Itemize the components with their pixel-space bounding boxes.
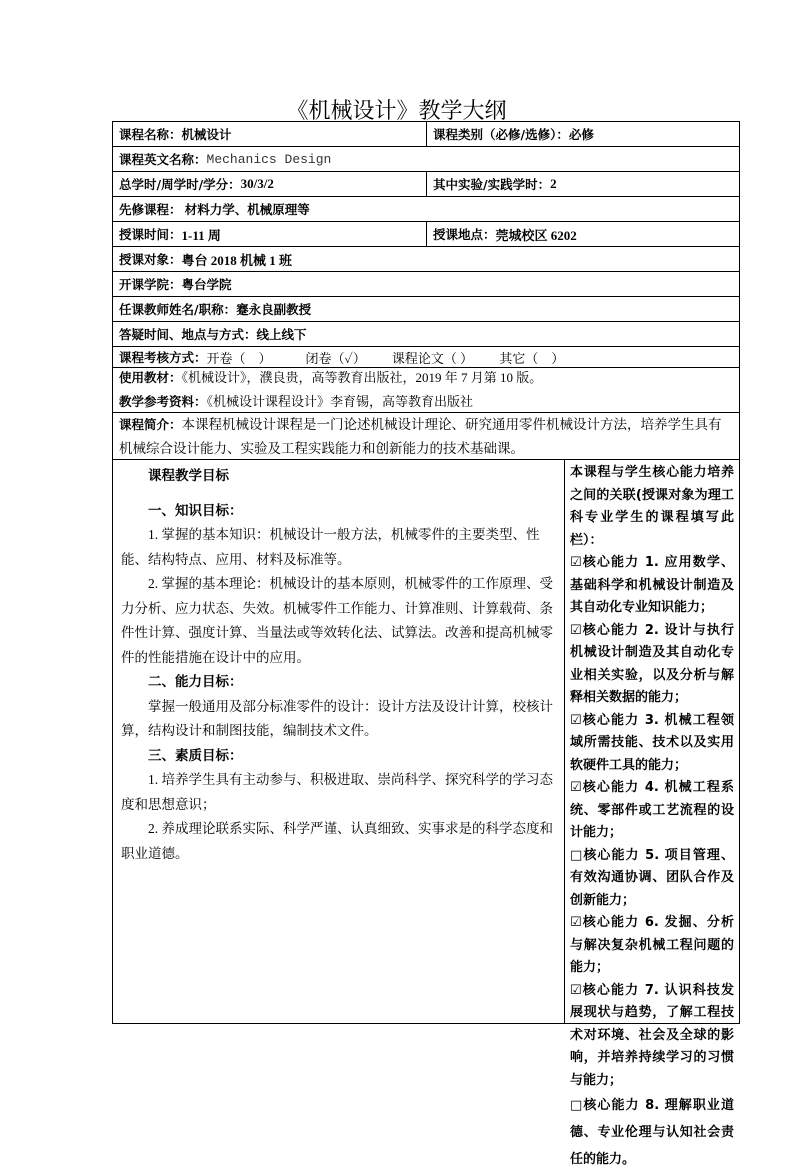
label: 开课学院： xyxy=(119,277,182,292)
quality-item: 1. 培养学生具有主动参与、积极进取、崇尚科学、探究科学的学习态度和思想意识； xyxy=(121,772,553,812)
time-cell xyxy=(113,222,427,246)
core-text: 核心能力 6. 发掘、分析与解决复杂机械工程问题的能力； xyxy=(570,915,734,975)
core-text: 核心能力 5. 项目管理、有效沟通协调、团队合作及创新能力； xyxy=(570,847,734,908)
english-name: Mechanics Design xyxy=(206,151,332,167)
audience-cell xyxy=(113,247,739,271)
materials-cell xyxy=(113,368,739,412)
reference: 《机械设计课程设计》李育锡，高等教育出版社 xyxy=(206,394,474,409)
core-text: 核心能力 1. 应用数学、基础科学和机械设计制造及其自动化专业知识能力； xyxy=(570,555,734,615)
teacher-cell xyxy=(113,297,739,321)
core-abilities-cell xyxy=(565,460,739,1167)
exam-cell xyxy=(113,347,739,367)
objectives-heading: 课程教学目标 xyxy=(148,468,229,484)
intro-cell xyxy=(113,413,739,459)
label: 答疑时间、地点与方式： xyxy=(119,327,257,342)
course-name: 机械设计 xyxy=(181,127,232,142)
checkbox-icon: ☑ xyxy=(570,982,582,998)
college-cell xyxy=(113,272,739,296)
checkbox-icon: □ xyxy=(570,847,584,863)
time: 1-11 周 xyxy=(181,227,221,243)
label: 任课教师姓名/职称： xyxy=(119,302,237,317)
core-item xyxy=(570,710,734,778)
ability-item: 掌握一般通用及部分标准零件的设计：设计方法及设计计算，校核计算，结构设计和制图技能，编制技术文件。 xyxy=(121,698,553,738)
hours: 30/3/2 xyxy=(240,176,274,191)
exam-option-other: 其它（ ） xyxy=(499,350,565,366)
checkbox-icon: ☑ xyxy=(570,915,582,930)
syllabus-table xyxy=(112,121,740,1167)
page-title: 《机械设计》教学大纲 xyxy=(286,99,507,124)
exam-option-paper: 课程论文（ ） xyxy=(391,350,474,366)
core-item xyxy=(570,980,734,1093)
checkbox-icon: ☑ xyxy=(570,555,582,570)
knowledge-heading: 一、知识目标： xyxy=(148,502,243,519)
label: 课程英文名称： xyxy=(119,152,207,167)
core-item xyxy=(570,620,734,710)
exam-option-open: 开卷（ ） xyxy=(206,350,272,366)
core-item xyxy=(570,845,734,913)
exam-option-closed: 闭卷（✓） xyxy=(305,350,366,366)
prereq: 材料力学、机械原理等 xyxy=(184,202,310,217)
intro: 本课程机械设计课程是一门论述机械设计理论、研究通用零件机械设计方法，培养学生具有机械综合设计能力、实验及工程实践能力和创新能力的技术基础课。 xyxy=(119,417,722,456)
quality-item: 2. 养成理论联系实际、科学严谨、认真细致、实事求是的科学态度和职业道德。 xyxy=(121,821,553,861)
prereq-cell xyxy=(113,197,739,221)
label: 授课时间： xyxy=(119,227,182,242)
label: 其中实验/实践学时： xyxy=(433,177,551,192)
core-heading: 本课程与学生核心能力培养之间的关联(授课对象为理工科专业学生的课程填写此栏）： xyxy=(570,465,734,548)
core-item xyxy=(570,777,734,845)
label: 课程考核方式： xyxy=(119,350,207,365)
checkbox-icon: ☑ xyxy=(570,780,582,795)
college: 粤台学院 xyxy=(181,277,232,292)
course-type: 必修 xyxy=(568,127,594,142)
location: 莞城校区 6202 xyxy=(495,227,577,243)
location-cell xyxy=(427,222,739,246)
course-type-cell xyxy=(427,122,739,146)
label: 教学参考资料： xyxy=(119,394,207,409)
hours-cell xyxy=(113,172,427,196)
label: 先修课程： xyxy=(119,202,182,217)
lab-hours: 2 xyxy=(550,176,557,191)
label: 总学时/周学时/学分： xyxy=(119,177,241,192)
core-text: 核心能力 8. 理解职业道德、专业伦理与认知社会责任的能力。 xyxy=(570,1098,734,1167)
course-name-cell xyxy=(113,122,427,146)
label: 使用教材： xyxy=(119,370,182,385)
core-text: 核心能力 4. 机械工程系统、零部件或工艺流程的设计能力； xyxy=(570,780,734,840)
textbook: 《机械设计》，濮良贵，高等教育出版社，2019 年 7 月第 10 版。 xyxy=(181,370,543,385)
label: 课程名称： xyxy=(119,127,182,142)
core-item xyxy=(570,912,734,980)
knowledge-item: 2. 掌握的基本理论：机械设计的基本原则，机械零件的工作原理、受力分析、应力状态、失效。机械零件工作能力、计算准则、计算载荷、条件性计算、强度计算、当量法或等效转化法、试算法。改善和提高机械零件的性能措施在设计中的应用。 xyxy=(121,576,553,665)
core-text: 核心能力 7. 认识科技发展现状与趋势，了解工程技术对环境、社会及全球的影响，并培养持续学习的习惯与能力； xyxy=(570,982,734,1088)
knowledge-item: 1. 掌握的基本知识：机械设计一般方法，机械零件的主要类型、性能、结构特点、应用、材料及标准等。 xyxy=(121,527,540,567)
label: 课程简介： xyxy=(119,417,182,432)
checkbox-icon: ☑ xyxy=(570,712,582,728)
audience: 粤台 2018 机械 1 班 xyxy=(181,252,293,268)
core-text: 核心能力 3. 机械工程领域所需技能、技术以及实用软硬件工具的能力； xyxy=(570,712,734,773)
english-name-cell xyxy=(113,147,739,171)
label: 授课对象： xyxy=(119,252,182,267)
checkbox-icon: □ xyxy=(570,1098,584,1113)
lab-hours-cell xyxy=(427,172,739,196)
objectives-cell xyxy=(113,460,565,1023)
checkbox-icon: ☑ xyxy=(570,622,582,638)
ability-heading: 二、能力目标： xyxy=(148,674,243,690)
qa-cell xyxy=(113,322,739,346)
teacher: 蹇永良副教授 xyxy=(236,302,312,317)
core-item xyxy=(570,552,734,620)
qa: 线上线下 xyxy=(256,327,307,342)
core-item xyxy=(570,1092,734,1173)
quality-heading: 三、素质目标： xyxy=(148,747,243,764)
label: 课程类别（必修/选修）： xyxy=(433,127,569,142)
core-text: 核心能力 2. 设计与执行机械设计制造及其自动化专业相关实验，以及分析与解释相关数据的能力； xyxy=(570,622,734,705)
label: 授课地点： xyxy=(433,227,496,242)
